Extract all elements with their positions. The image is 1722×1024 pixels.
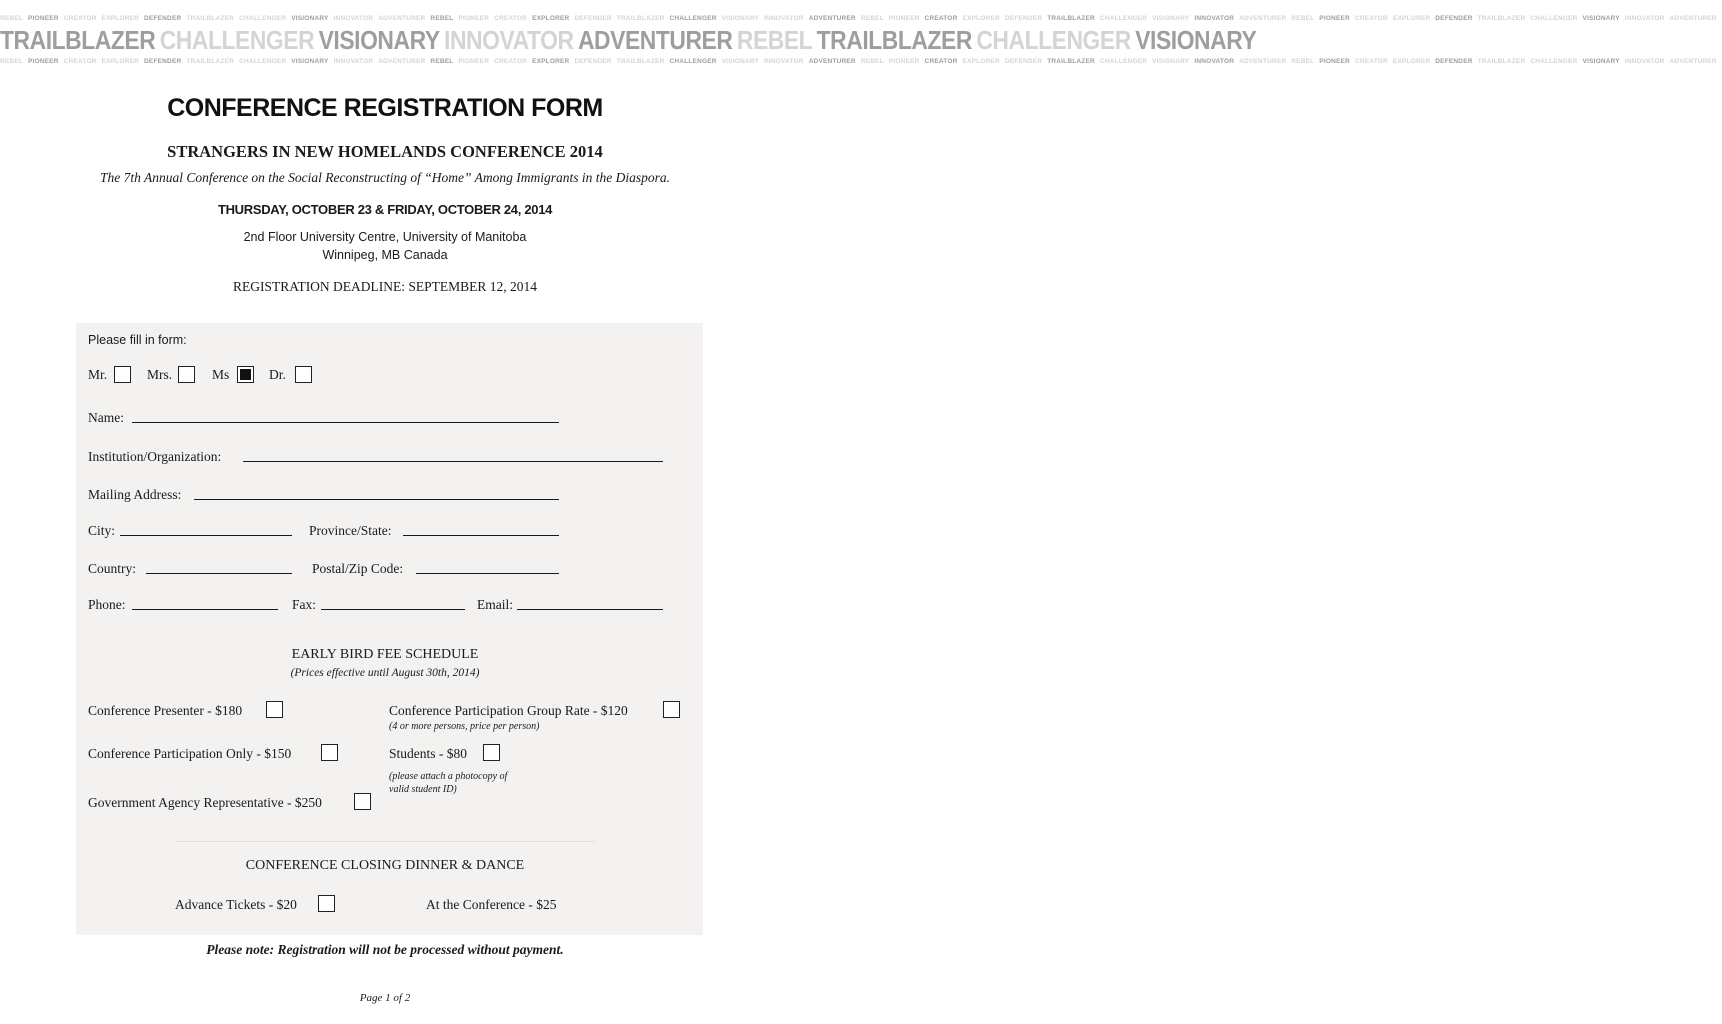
banner-word: CREATOR [924,58,958,65]
banner-big-word: TRAILBLAZER [0,25,156,55]
banner-big-word: CHALLENGER [976,25,1131,55]
banner-word: DEFENDER [1435,58,1473,65]
banner-big-word: ADVENTURER [577,25,733,55]
email-label: Email: [477,597,513,612]
banner-word: CHALLENGER [1099,58,1148,65]
postal-field[interactable] [416,573,559,574]
banner-word: INNOVATOR [1194,15,1235,22]
banner-word: DEFENDER [574,15,612,22]
mailing-address-field[interactable] [194,499,559,500]
salutation-mrs-checkbox[interactable] [178,366,195,383]
section-divider [175,841,595,842]
banner-word: PIONEER [1319,15,1350,22]
advance-tickets-checkbox[interactable] [318,895,335,912]
banner-word: INNOVATOR [763,15,804,22]
banner-word: EXPLORER [101,15,140,22]
banner-word: REBEL [0,15,24,22]
city-label: City: [88,523,116,538]
province-label: Province/State: [309,523,392,538]
participation-only-fee-label: Conference Participation Only - $150 [88,746,292,761]
students-note-line-2: valid student ID) [389,784,457,795]
group-rate-fee-checkbox[interactable] [663,701,680,718]
participation-only-fee-checkbox[interactable] [321,744,338,761]
banner-big-word: INNOVATOR [444,25,574,55]
banner-word: PIONEER [888,15,920,22]
banner-large-row [0,25,1257,55]
banner-word: VISIONARY [721,58,759,65]
banner-word: DEFENDER [574,58,612,65]
banner-word: CHALLENGER [1099,15,1148,22]
country-field[interactable] [146,573,292,574]
country-label: Country: [88,561,137,576]
presenter-fee-label: Conference Presenter - $180 [88,703,243,718]
salutation-dr-label: Dr. [269,367,286,382]
banner-word: CREATOR [63,15,97,22]
banner-word: CHALLENGER [669,15,717,22]
banner-word: REBEL [860,58,884,65]
banner-word: VISIONARY [1152,15,1190,22]
banner-word: CHALLENGER [1530,58,1578,65]
email-field[interactable] [517,609,663,610]
banner-word: TRAILBLAZER [616,58,665,65]
group-rate-fee-label: Conference Participation Group Rate - $120 [389,703,628,718]
advance-tickets-label: Advance Tickets - $20 [175,897,297,912]
banner-word: PIONEER [28,58,59,65]
banner-word: EXPLORER [1392,15,1431,22]
banner-word: DEFENDER [1435,15,1473,22]
banner-big-word: TRAILBLAZER [816,25,972,55]
banner-big-word: CHALLENGER [159,25,315,55]
city-field[interactable] [120,535,292,536]
banner-word: VISIONARY [291,15,329,22]
students-fee-label: Students - $80 [389,746,468,761]
banner-word: EXPLORER [1392,58,1431,65]
banner-word: TRAILBLAZER [1477,58,1526,65]
presenter-fee-checkbox[interactable] [266,701,283,718]
banner-word: REBEL [430,58,454,65]
name-label: Name: [88,410,124,425]
banner-word: CHALLENGER [239,15,287,22]
banner-word: EXPLORER [532,58,570,65]
banner-word: EXPLORER [532,15,570,22]
banner-word: PIONEER [458,58,490,65]
phone-field[interactable] [132,609,278,610]
banner-big-word: VISIONARY [1135,25,1257,55]
banner-word: VISIONARY [1152,58,1190,65]
salutation-mrs-label: Mrs. [147,367,173,382]
students-fee-checkbox[interactable] [483,744,500,761]
banner-word: DEFENDER [1004,15,1043,22]
group-rate-note: (4 or more persons, price per person) [389,721,540,732]
banner-word: INNOVATOR [1194,58,1235,65]
government-fee-label: Government Agency Representative - $250 [88,795,322,810]
dinner-heading: CONFERENCE CLOSING DINNER & DANCE [245,858,525,873]
banner-word: PIONEER [28,15,59,22]
fee-schedule-heading: EARLY BIRD FEE SCHEDULE [291,647,479,662]
name-field[interactable] [132,422,559,423]
banner-word: EXPLORER [962,58,1000,65]
banner-word: CREATOR [494,58,528,65]
banner-word: DEFENDER [1004,58,1043,65]
banner-word: TRAILBLAZER [1477,15,1526,22]
banner-word: INNOVATOR [1624,58,1665,65]
banner-word: INNOVATOR [763,58,804,65]
banner-word: VISIONARY [291,58,329,65]
at-conference-tickets-label: At the Conference - $25 [426,897,557,912]
banner-word: EXPLORER [101,58,140,65]
banner-word: TRAILBLAZER [1047,15,1095,22]
banner-word: ADVENTURER [1669,15,1717,22]
banner-word: CREATOR [924,15,958,22]
banner-word: INNOVATOR [333,15,374,22]
banner-word: CHALLENGER [669,58,717,65]
decorative-banner [0,14,1717,78]
banner-word: CHALLENGER [239,58,287,65]
venue-line-1: 2nd Floor University Centre, University of Manitoba [243,230,527,244]
banner-word: REBEL [860,15,884,22]
banner-word: VISIONARY [721,15,759,22]
banner-small-row-top [0,14,1717,23]
banner-word: VISIONARY [1582,58,1620,65]
banner-word: PIONEER [1319,58,1350,65]
banner-word: CREATOR [63,58,97,65]
salutation-ms-checkbox[interactable] [237,366,254,383]
fax-label: Fax: [292,597,317,612]
banner-word: TRAILBLAZER [186,15,235,22]
venue-line-2: Winnipeg, MB Canada [322,248,448,262]
banner-word: TRAILBLAZER [1047,58,1095,65]
salutation-ms-label: Ms [212,367,230,382]
banner-word: REBEL [1291,58,1315,65]
form-panel [76,323,703,935]
salutation-dr-checkbox[interactable] [295,366,312,383]
banner-word: REBEL [1291,15,1315,22]
banner-word: PIONEER [458,15,490,22]
banner-word: ADVENTURER [808,15,856,22]
banner-word: EXPLORER [962,15,1000,22]
banner-word: CREATOR [1354,15,1388,22]
payment-note: Please note: Registration will not be processed without payment. [206,942,564,957]
banner-small-row-bottom [0,57,1717,66]
fee-schedule-subheading: (Prices effective until August 30th, 2014) [290,667,480,679]
page-number: Page 1 of 2 [359,992,411,1004]
phone-label: Phone: [88,597,126,612]
institution-label: Institution/Organization: [88,449,222,464]
banner-word: ADVENTURER [1239,15,1287,22]
banner-word: REBEL [0,58,24,65]
banner-word: ADVENTURER [808,58,856,65]
banner-word: INNOVATOR [1624,15,1665,22]
banner-word: DEFENDER [144,15,182,22]
conference-subtitle: The 7th Annual Conference on the Social Reconstructing of “Home” Among Immigrants in the Diaspora. [99,170,671,185]
banner-word: TRAILBLAZER [186,58,235,65]
banner-word: INNOVATOR [333,58,374,65]
form-title: CONFERENCE REGISTRATION FORM [167,94,603,122]
students-note-line-1: (please attach a photocopy of [389,771,508,782]
banner-word: CREATOR [1354,58,1388,65]
mailing-address-label: Mailing Address: [88,487,182,502]
province-field[interactable] [403,535,559,536]
banner-word: ADVENTURER [378,58,426,65]
banner-word: DEFENDER [144,58,182,65]
banner-word: CHALLENGER [1530,15,1578,22]
form-instruction: Please fill in form: [88,333,187,347]
banner-word: ADVENTURER [1239,58,1287,65]
banner-word: REBEL [430,15,454,22]
banner-big-word: VISIONARY [318,25,440,55]
banner-word: ADVENTURER [1669,58,1717,65]
banner-word: TRAILBLAZER [616,15,665,22]
registration-deadline: REGISTRATION DEADLINE: SEPTEMBER 12, 2014 [232,279,538,294]
conference-name: STRANGERS IN NEW HOMELANDS CONFERENCE 2014 [167,142,603,161]
banner-word: VISIONARY [1582,15,1620,22]
salutation-mr-label: Mr. [88,367,108,382]
salutation-mr-checkbox[interactable] [114,366,131,383]
institution-field[interactable] [243,461,663,462]
banner-word: PIONEER [888,58,920,65]
fax-field[interactable] [321,609,465,610]
government-fee-checkbox[interactable] [354,793,371,810]
banner-word: ADVENTURER [378,15,426,22]
banner-big-word: REBEL [736,25,813,55]
postal-label: Postal/Zip Code: [312,561,404,576]
banner-word: CREATOR [494,15,528,22]
conference-dates: THURSDAY, OCTOBER 23 & FRIDAY, OCTOBER 24, 2014 [217,202,553,217]
